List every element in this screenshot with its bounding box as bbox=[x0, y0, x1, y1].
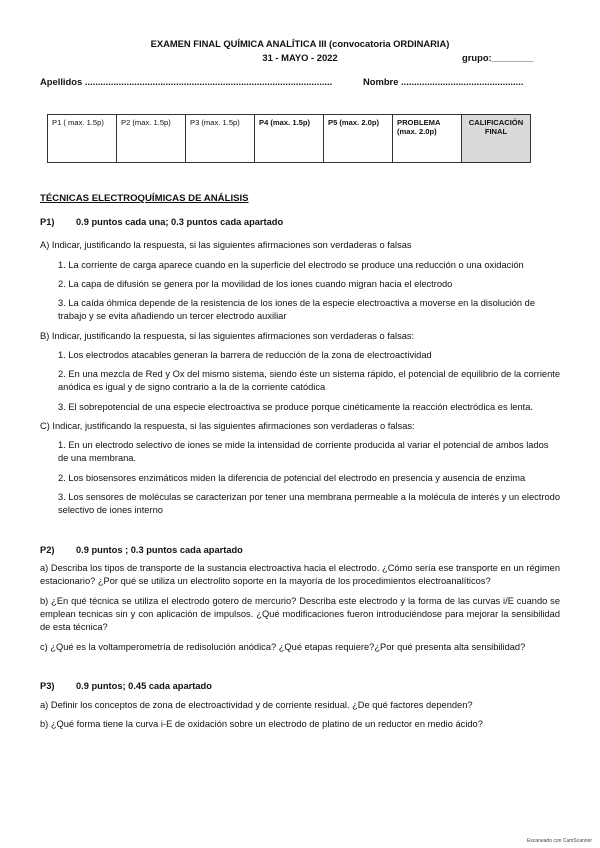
p3-points: 0.9 puntos; 0.45 cada apartado bbox=[76, 681, 212, 691]
p1-a-intro: A) Indicar, justificando la respuesta, si las siguientes afirmaciones son verdaderas o falsas bbox=[40, 240, 412, 250]
p2-label: P2) bbox=[40, 545, 55, 555]
surname-field: Apellidos ............................................................................................... bbox=[40, 76, 333, 87]
p1-b2: 2. En una mezcla de Red y Ox del mismo sistema, siendo éste un sistema rápido, el potencial de equilibrio de la corriente anódica es igual y de signo contrario a la de la corriente catódica bbox=[58, 369, 560, 392]
grade-cell-problema: PROBLEMA (max. 2.0p) bbox=[393, 115, 462, 163]
scanner-watermark: Escaneado con CamScanner bbox=[526, 838, 592, 844]
p3-b: b) ¿Qué forma tiene la curva i-E de oxidación sobre un electrodo de platino de un reductor en medio ácido? bbox=[40, 719, 483, 729]
exam-date: 31 - MAYO - 2022 bbox=[262, 52, 338, 63]
exam-title: EXAMEN FINAL QUÍMICA ANALÍTICA III (convocatoria ORDINARIA) bbox=[150, 38, 450, 49]
p3-a: a) Definir los conceptos de zona de electroactividad y de corriente residual. ¿De qué factores dependen? bbox=[40, 700, 473, 710]
p1-a1: 1. La corriente de carga aparece cuando en la superficie del electrodo se produce una reducción o una oxidación bbox=[58, 260, 524, 270]
grade-cell-p2: P2 (max. 1.5p) bbox=[117, 115, 186, 163]
p1-c3: 3. Los sensores de moléculas se caracterizan por tener una membrana permeable a la molécula de interés y un electrodo selectivo de iones interno bbox=[58, 492, 560, 515]
p1-b3: 3. El sobrepotencial de una especie electroactiva se produce porque cinéticamente la reacción electródica es lenta. bbox=[58, 402, 533, 412]
grade-cell-p3: P3 (max. 1.5p) bbox=[186, 115, 255, 163]
p1-b1: 1. Los electrodos atacables generan la barrera de reducción de la zona de electroactividad bbox=[58, 350, 432, 360]
grade-table bbox=[47, 114, 531, 163]
grade-cell-p4: P4 (max. 1.5p) bbox=[255, 115, 324, 163]
p2-b: b) ¿En qué técnica se utiliza el electrodo gotero de mercurio? Describa este electrodo y la forma de las curvas i/E cuando se emplean tecnicas sin y con aplicación de impulsos. ¿Qué modificaciones fueron introduciéndose para mejorar la sensibilidad de esta técnica? bbox=[40, 596, 560, 632]
section-title: TÉCNICAS ELECTROQUÍMICAS DE ANÁLISIS bbox=[40, 193, 249, 204]
p1-label: P1) bbox=[40, 217, 55, 227]
p1-points: 0.9 puntos cada una; 0.3 puntos cada apartado bbox=[76, 217, 284, 227]
grade-cell-p5: P5 (max. 2.0p) bbox=[324, 115, 393, 163]
p1-a2: 2. La capa de difusión se genera por la movilidad de los iones cuando migran hacia el electrodo bbox=[58, 279, 453, 289]
p1-c-intro: C) Indicar, justificando la respuesta, si las siguientes afirmaciones son verdaderas o falsas: bbox=[40, 421, 415, 431]
grade-cell-final: CALIFICACIÓN FINAL bbox=[462, 115, 531, 163]
grade-cell-p1: P1 ( max. 1.5p) bbox=[48, 115, 117, 163]
p1-c1: 1. En un electrodo selectivo de iones se mide la intensidad de corriente producida al variar el potencial de ambos lados de una membrana. bbox=[58, 440, 549, 463]
p1-b-intro: B) Indicar, justificando la respuesta, si las siguientes afirmaciones son verdaderas o falsas: bbox=[40, 331, 415, 341]
p3-label: P3) bbox=[40, 681, 55, 691]
p2-c: c) ¿Qué es la voltamperometría de redisolución anódica? ¿Qué etapas requiere?¿Por qué presenta alta sensibilidad? bbox=[40, 642, 526, 652]
p2-a: a) Describa los tipos de transporte de la sustancia electroactiva hacia el electrodo. ¿Cómo sería ese transporte en un régimen estacionario? ¿Por qué se utiliza un electrolito soporte en la mayoría de los procedimientos electroanalíticos? bbox=[40, 563, 560, 586]
group-field: grupo:________ bbox=[462, 52, 534, 63]
p1-c2: 2. Los biosensores enzimáticos miden la diferencia de potencial del electrodo en presencia y ausencia de enzima bbox=[58, 473, 526, 483]
name-field: Nombre ............................................... bbox=[363, 76, 524, 87]
p2-points: 0.9 puntos ; 0.3 puntos cada apartado bbox=[76, 545, 243, 555]
p1-a3: 3. La caída óhmica depende de la resistencia de los iones de la especie electroactiva a moverse en la disolución de trabajo y se evita añadiendo un tercer electrodo auxiliar bbox=[58, 298, 536, 321]
